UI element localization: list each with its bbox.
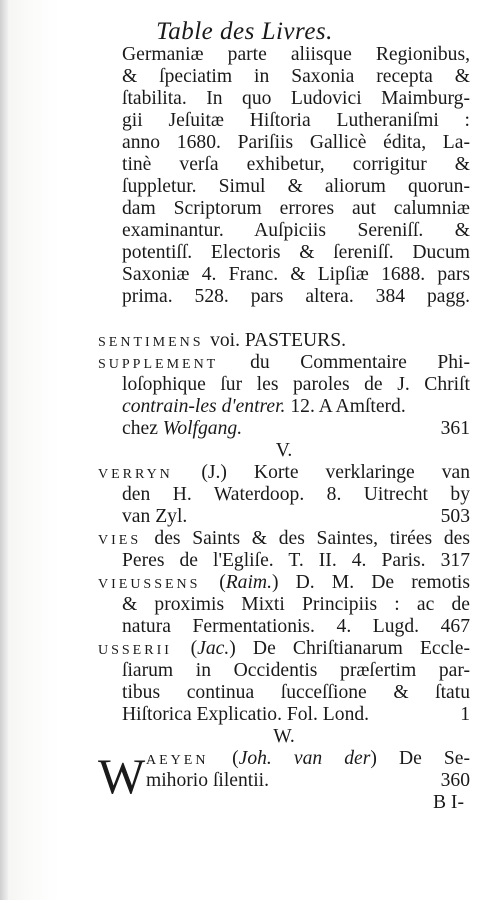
entry-text — [191, 638, 470, 659]
text-line: examinantur. Auſpiciis Sereniſſ. & — [122, 220, 470, 241]
index-entry-supplement — [98, 352, 470, 374]
entry-heading: AEYEN — [146, 753, 233, 768]
text-line: dam Scriptorum errores aut calumniæ — [122, 198, 470, 219]
entry-text: voi. PASTEURS. — [210, 330, 346, 351]
entry-text — [219, 572, 470, 593]
italic-text: Jac. — [197, 638, 230, 659]
text-line: tinè verſa exhibetur, corrigitur & — [122, 154, 470, 175]
text-line: tibus continua ſucceſſione & ſtatu — [122, 682, 470, 703]
text-line: ſiarum in Occidentis præſertim par- — [122, 660, 470, 681]
text-fragment: Hiſtorica Explicatio. Fol. Lond. — [122, 704, 370, 725]
text-line — [98, 506, 470, 528]
index-entry-vieussens — [98, 572, 470, 594]
text-line: prima. 528. pars altera. 384 pagg. — [122, 286, 470, 307]
index-entry-verryn — [98, 462, 470, 484]
text-fragment: ) De Chriſtianarum Eccle- — [229, 638, 470, 659]
text-line: den H. Waterdoop. 8. Uitrecht by — [122, 484, 470, 505]
section-letter-w: W. — [273, 726, 295, 747]
entry-heading: VIES — [98, 533, 155, 548]
text-line — [98, 770, 470, 792]
entry-text — [232, 748, 470, 769]
text-line — [98, 418, 470, 440]
text-line: Germaniæ parte aliisque Regionibus, — [122, 44, 470, 65]
index-entry-waeyen — [98, 748, 470, 770]
section-letter-v: V. — [275, 440, 293, 461]
italic-text: Raim. — [225, 572, 272, 593]
text-line: ſtabilita. In quo Ludovici Maimburg- — [122, 88, 470, 109]
italic-text: Wolfgang. — [162, 418, 243, 439]
catchword: B I- — [432, 792, 464, 813]
text-line: Peres de l'Egliſe. T. II. 4. Paris. 317 — [122, 550, 470, 571]
index-text — [98, 44, 470, 814]
entry-text: des Saints & des Saintes, tirées des — [154, 528, 470, 549]
text-line — [98, 704, 470, 726]
index-entry-vies — [98, 528, 470, 550]
drop-cap-w: W — [98, 748, 146, 804]
entry-heading: VERRYN — [98, 467, 202, 482]
text-fragment: ) D. M. De remotis — [271, 572, 470, 593]
text-fragment: chez — [122, 418, 163, 439]
text-fragment: 12. A Amſterd. — [285, 396, 406, 417]
running-header: Table des Livres. — [156, 18, 333, 45]
text-line — [98, 396, 470, 418]
page-number: 360 — [440, 770, 470, 791]
text-fragment: ( — [190, 638, 198, 659]
page-number: 1 — [460, 704, 470, 725]
page-number: 503 — [440, 506, 470, 527]
text-fragment: ) De Se- — [370, 748, 470, 769]
text-line: gii Jeſuitæ Hiſtoria Lutheraniſmi : — [122, 110, 470, 131]
entry-heading: VIEUSSENS — [98, 577, 220, 592]
text-line: Saxoniæ 4. Franc. & Lipſiæ 1688. pars — [122, 264, 470, 285]
text-fragment: ( — [219, 572, 226, 593]
text-line: potentiſſ. Electoris & ſereniſſ. Ducum — [122, 242, 470, 263]
text-line: ſuppletur. Simul & aliorum quorun- — [122, 176, 470, 197]
italic-text: contrain-les d'entrer. — [122, 396, 286, 417]
index-entry-usserii — [98, 638, 470, 660]
text-line: natura Fermentationis. 4. Lugd. 467 — [122, 616, 470, 637]
entry-heading: SENTIMENS — [98, 335, 211, 350]
entry-text: du Commentaire Phi- — [250, 352, 470, 373]
italic-text: Joh. van der — [238, 748, 371, 769]
text-line: loſophique ſur les paroles de J. Chriſt — [122, 374, 470, 395]
text-line: & proximis Mixti Principiis : ac de — [122, 594, 470, 615]
text-fragment: ( — [232, 748, 239, 769]
text-line: anno 1680. Pariſiis Gallicè édita, La- — [122, 132, 470, 153]
entry-heading: USSERII — [98, 643, 191, 658]
text-fragment: mihorio ſilentii. — [146, 770, 269, 791]
page-number: 361 — [440, 418, 470, 439]
text-fragment: van Zyl. — [122, 506, 188, 527]
text-line — [98, 308, 470, 330]
index-entry-sentimens — [98, 330, 470, 352]
text-line: & ſpeciatim in Saxonia recepta & — [122, 66, 470, 87]
entry-text: (J.) Korte verklaringe van — [201, 462, 470, 483]
entry-heading: SUPPLEMENT — [98, 357, 251, 372]
page-gutter-shadow — [0, 0, 8, 900]
